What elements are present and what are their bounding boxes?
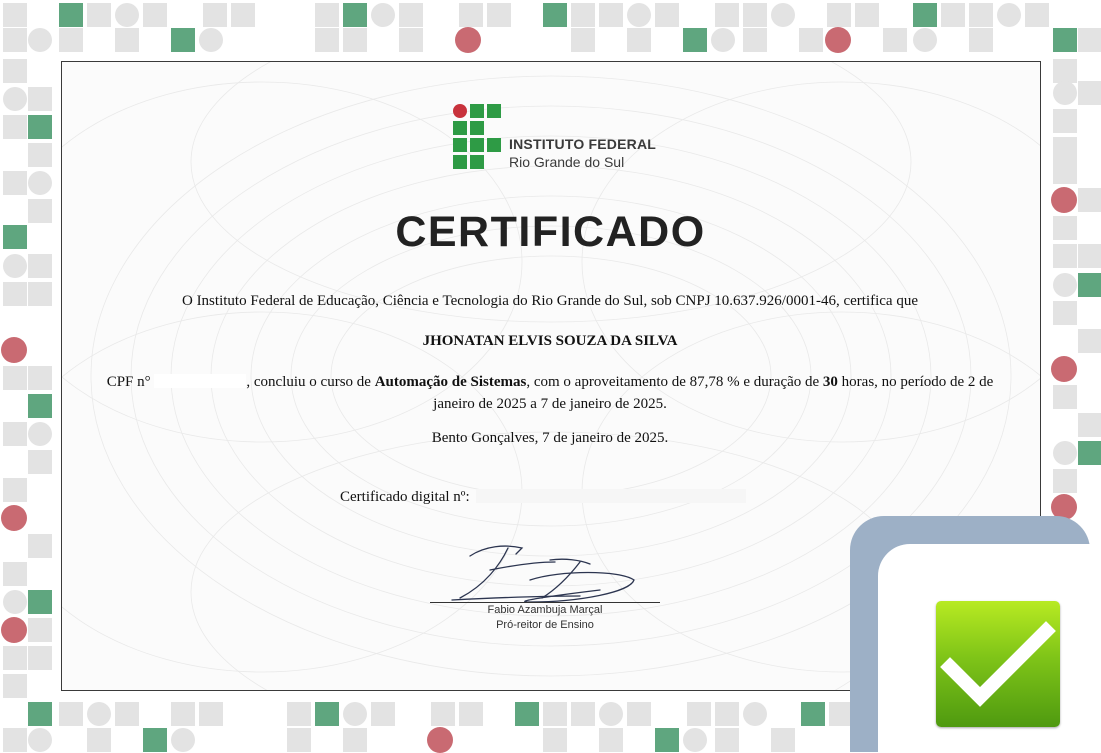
logo-square: [470, 155, 484, 169]
cpf-value: [154, 374, 246, 388]
approval-text: , com o aproveitamento de 87,78 % e duração de: [526, 374, 820, 390]
signatory-name: Fabio Azambuja Marçal: [487, 604, 603, 616]
logo-name: INSTITUTO FEDERAL: [509, 136, 657, 152]
course-name: Automação de Sistemas: [374, 374, 527, 390]
place-and-date: Bento Gonçalves, 7 de janeiro de 2025.: [431, 430, 669, 446]
logo-square: [487, 138, 501, 152]
logo-red-circle: [453, 104, 467, 118]
logo-square: [470, 104, 484, 118]
cpf-label: CPF n°: [106, 374, 151, 390]
concluded-text: , concluiu o curso de: [246, 374, 371, 390]
logo-square: [470, 138, 484, 152]
checkmark-icon: [936, 601, 1060, 727]
digital-certificate-number: [476, 489, 746, 503]
digital-certificate-label: Certificado digital nº:: [340, 489, 470, 505]
certificate-intro: O Instituto Federal de Educação, Ciência e Tecnologia do Rio Grande do Sul, sob CNPJ 10.637.926/0001-46, certifica que: [181, 293, 918, 309]
logo-square: [487, 104, 501, 118]
course-hours: 30: [822, 374, 838, 390]
signatory-role: Pró-reitor de Ensino: [496, 619, 594, 631]
digital-certificate: [340, 489, 746, 506]
signature-scribble: [430, 540, 670, 610]
recipient-name: JHONATAN ELVIS SOUZA DA SILVA: [422, 333, 678, 349]
logo-subtitle: Rio Grande do Sul: [509, 154, 625, 170]
certificate-body: [90, 371, 1010, 415]
logo-square: [453, 138, 467, 152]
signature-line: [430, 602, 660, 603]
logo-square: [453, 155, 467, 169]
logo-square: [453, 121, 467, 135]
verified-badge: [936, 601, 1060, 727]
certificate-title: CERTIFICADO: [395, 208, 706, 256]
institute-logo: [453, 104, 663, 170]
period-text: horas, no período de 2 de janeiro de 2025 a 7 de janeiro de 2025.: [433, 374, 994, 412]
logo-square: [470, 121, 484, 135]
